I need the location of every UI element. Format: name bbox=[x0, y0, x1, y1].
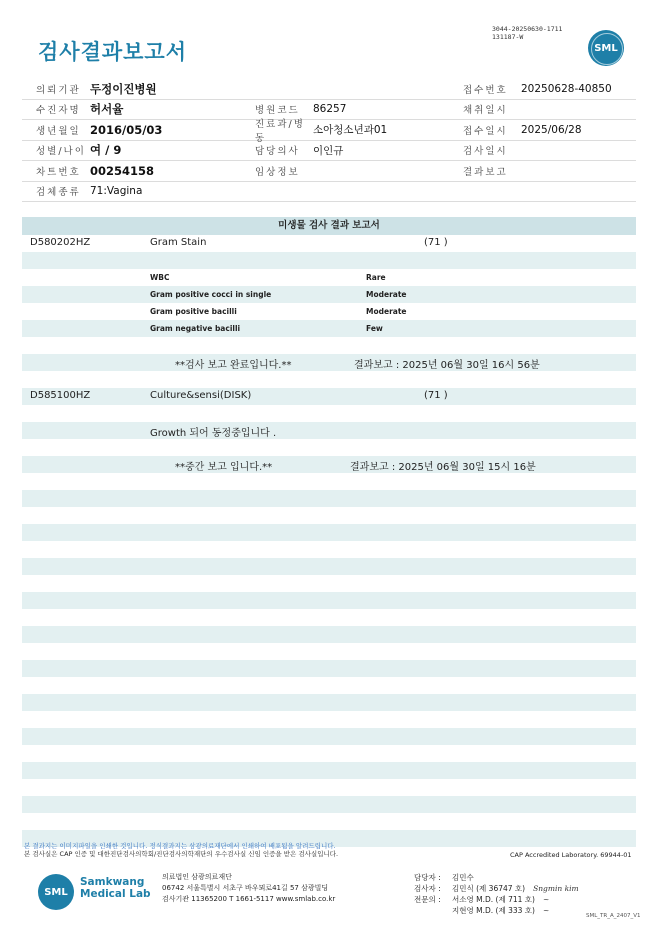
info-value: 00254158 bbox=[90, 163, 155, 178]
result-row bbox=[22, 745, 636, 762]
info-label: 임상정보 bbox=[255, 166, 300, 178]
form-code: SML_TR_A_2407_V1 bbox=[586, 913, 641, 919]
info-value: 여 / 9 bbox=[90, 143, 122, 158]
signer-role: 담당자 : bbox=[414, 873, 441, 882]
result-row bbox=[22, 677, 636, 694]
brand-line1: Samkwang bbox=[80, 876, 145, 888]
result-row bbox=[22, 235, 636, 252]
sml-logo: SML bbox=[588, 30, 624, 66]
info-label: 접수일시 bbox=[463, 125, 508, 137]
info-value: 2025/06/28 bbox=[521, 123, 582, 136]
info-label: 담당의사 bbox=[255, 146, 300, 158]
document-id-line2: 131187-W bbox=[492, 32, 524, 41]
info-label: 생년월일 bbox=[36, 125, 81, 137]
result-row bbox=[22, 660, 636, 677]
result-cell: Few bbox=[366, 324, 383, 333]
result-row bbox=[22, 490, 636, 507]
result-row bbox=[22, 286, 636, 303]
info-row bbox=[22, 141, 636, 162]
signer-row bbox=[414, 905, 579, 916]
info-row bbox=[22, 79, 636, 100]
result-cell: D585100HZ bbox=[30, 390, 91, 401]
info-row bbox=[22, 182, 636, 203]
document-id-line1: 3044-20250630-1711 bbox=[492, 25, 563, 33]
signature: ~ bbox=[542, 906, 550, 915]
signer-name: 지현영 M.D. (제 333 호) bbox=[452, 906, 535, 915]
result-row bbox=[22, 694, 636, 711]
results-table bbox=[22, 217, 636, 864]
info-label: 차트번호 bbox=[36, 166, 81, 178]
footer-sml-logo: SML bbox=[38, 874, 74, 910]
signer-role: 전문의 : bbox=[414, 895, 441, 904]
info-row bbox=[22, 161, 636, 182]
result-cell: **중간 보고 입니다.** bbox=[175, 462, 273, 473]
footer-notice bbox=[24, 842, 338, 858]
signer-role: 검사자 : bbox=[414, 884, 441, 893]
result-cell: D580202HZ bbox=[30, 237, 91, 248]
result-row bbox=[22, 371, 636, 388]
result-row bbox=[22, 405, 636, 422]
info-value: 이인규 bbox=[313, 144, 344, 157]
info-value: 2016/05/03 bbox=[90, 122, 163, 137]
result-row bbox=[22, 711, 636, 728]
brand-line2: Medical Lab bbox=[80, 888, 151, 900]
result-cell: Gram positive cocci in single bbox=[150, 290, 272, 299]
result-row bbox=[22, 456, 636, 473]
result-cell: 결과보고 : 2025년 06월 30일 16시 56분 bbox=[354, 360, 540, 371]
result-row bbox=[22, 507, 636, 524]
signer-name: 서소영 M.D. (제 711 호) bbox=[452, 895, 535, 904]
info-label: 검체종류 bbox=[36, 187, 81, 199]
signer-role bbox=[414, 905, 452, 916]
info-label: 검사일시 bbox=[463, 146, 508, 158]
info-value: 소아청소년과01 bbox=[313, 124, 388, 137]
info-label: 의뢰기관 bbox=[36, 84, 81, 96]
result-cell: (71 ) bbox=[424, 390, 448, 401]
result-row bbox=[22, 269, 636, 286]
info-value: 20250628-40850 bbox=[521, 82, 612, 95]
result-row bbox=[22, 337, 636, 354]
accreditation-notice: 본 검사실은 CAP 인증 및 대한진단검사의학회/진단검사의학재단의 우수검사실 신임 인증을 받은 검사실입니다. bbox=[24, 850, 339, 858]
print-notice: 본 결과지는 이미지파일을 인쇄한 것입니다. 정식결과지는 삼광의료재단에서 인쇄하여 배포됨을 알려드립니다. bbox=[24, 842, 336, 850]
info-value: 허서율 bbox=[90, 102, 124, 117]
result-cell: (71 ) bbox=[424, 237, 448, 248]
result-cell: **검사 보고 완료입니다.** bbox=[175, 360, 292, 371]
result-row bbox=[22, 779, 636, 796]
info-label: 수진자명 bbox=[36, 105, 81, 117]
page-title: 검사결과보고서 bbox=[38, 40, 188, 64]
result-row bbox=[22, 303, 636, 320]
result-row bbox=[22, 320, 636, 337]
signer-row bbox=[414, 894, 579, 905]
info-value: 두정이진병원 bbox=[90, 81, 157, 96]
result-cell: Gram positive bacilli bbox=[150, 307, 237, 316]
signer-name: 김민식 (제 36747 호) bbox=[452, 884, 526, 893]
result-row bbox=[22, 813, 636, 830]
result-cell: 결과보고 : 2025년 06월 30일 15시 16분 bbox=[350, 462, 536, 473]
results-heading: 미생물 검사 결과 보고서 bbox=[22, 217, 636, 235]
info-label: 채취일시 bbox=[463, 105, 508, 117]
signer-row bbox=[414, 883, 579, 894]
info-label: 성별/나이 bbox=[36, 146, 86, 158]
info-label: 진료과/병동 bbox=[255, 118, 305, 144]
result-cell: Growth 되어 동정중입니다 . bbox=[150, 428, 277, 439]
signature: ~ bbox=[542, 895, 550, 904]
result-row bbox=[22, 422, 636, 439]
signature: Sngmin kim bbox=[533, 884, 579, 893]
result-row bbox=[22, 592, 636, 609]
result-row bbox=[22, 626, 636, 643]
signers-block bbox=[414, 872, 579, 916]
footer-address bbox=[162, 872, 335, 905]
result-row bbox=[22, 439, 636, 456]
result-cell: Moderate bbox=[366, 290, 407, 299]
result-cell: Culture&sensi(DISK) bbox=[150, 390, 252, 401]
info-label: 병원코드 bbox=[255, 105, 300, 117]
info-value: 86257 bbox=[313, 103, 347, 116]
result-row bbox=[22, 575, 636, 592]
result-row bbox=[22, 643, 636, 660]
result-row bbox=[22, 762, 636, 779]
cap-accreditation: CAP Accredited Laboratory. 69944-01 bbox=[510, 851, 632, 859]
info-value: 71:Vagina bbox=[90, 185, 143, 198]
info-row bbox=[22, 100, 636, 121]
result-row bbox=[22, 728, 636, 745]
address-line1: 의료법인 삼광의료재단 bbox=[162, 873, 232, 881]
result-cell: Rare bbox=[366, 273, 386, 282]
result-row bbox=[22, 609, 636, 626]
info-label: 접수번호 bbox=[463, 84, 508, 96]
result-row bbox=[22, 524, 636, 541]
address-line2: 06742 서울특별시 서초구 바우뫼로41길 57 삼광빌딩 bbox=[162, 884, 329, 892]
result-row bbox=[22, 252, 636, 269]
signer-row bbox=[414, 872, 579, 883]
result-cell: WBC bbox=[150, 273, 170, 282]
patient-info-grid bbox=[22, 79, 636, 202]
result-row bbox=[22, 354, 636, 371]
info-label: 결과보고 bbox=[463, 166, 508, 178]
result-row bbox=[22, 796, 636, 813]
document-id bbox=[492, 26, 562, 41]
signer-name: 김민수 bbox=[452, 873, 474, 882]
address-line3: 검사기관 11365200 T 1661-5117 www.smlab.co.kr bbox=[162, 895, 336, 903]
result-cell: Gram negative bacilli bbox=[150, 324, 241, 333]
info-row bbox=[22, 118, 636, 144]
result-row bbox=[22, 558, 636, 575]
result-cell: Moderate bbox=[366, 307, 407, 316]
result-row bbox=[22, 473, 636, 490]
result-row bbox=[22, 541, 636, 558]
footer-brand bbox=[80, 876, 151, 900]
result-cell: Gram Stain bbox=[150, 237, 207, 248]
result-row bbox=[22, 388, 636, 405]
